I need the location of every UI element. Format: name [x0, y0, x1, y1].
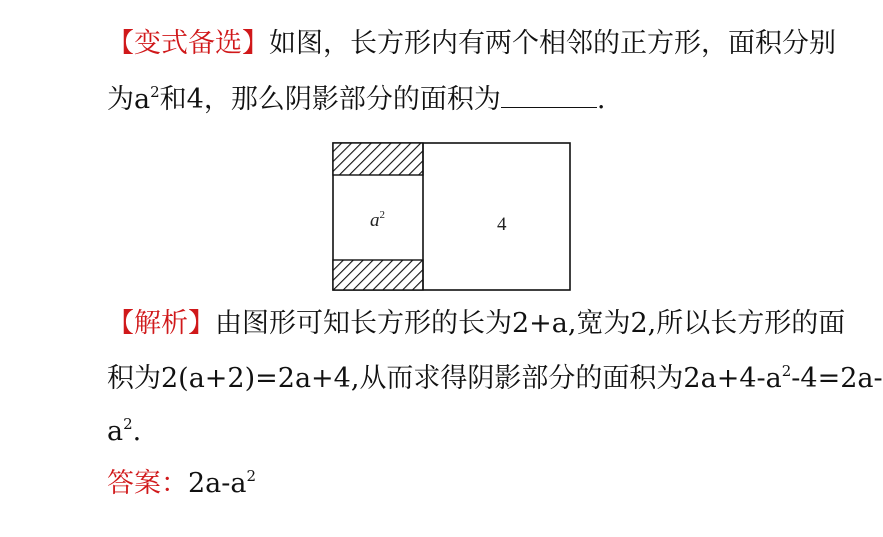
right-square-label: 4	[497, 214, 507, 235]
solution-line-2	[107, 362, 883, 396]
problem-text-2a: 为a	[107, 84, 151, 115]
solution-tag: 【解析】	[107, 308, 215, 339]
answer-line	[107, 467, 256, 501]
solution-line-3	[107, 415, 141, 449]
left-square-label: $a^2$	[370, 209, 385, 231]
solution-text-3b: .	[132, 416, 142, 447]
solution-text-2a: 积为2(a+2)=2a+4,从而求得阴影部分的面积为2a+4-a	[107, 363, 782, 394]
answer-superscript: 2	[246, 467, 257, 485]
solution-superscript-1: 2	[781, 362, 792, 380]
problem-text-1: 如图，长方形内有两个相邻的正方形，面积分别	[269, 28, 836, 59]
problem-line-1	[107, 27, 836, 61]
solution-superscript-2: 2	[123, 415, 133, 433]
problem-line-2	[107, 83, 605, 117]
problem-superscript: 2	[150, 83, 160, 101]
solution-line-1	[107, 307, 845, 341]
shaded-region-bottom	[333, 260, 423, 290]
solution-text-3a: a	[107, 416, 124, 447]
solution-text-2b: -4=2a-	[791, 363, 883, 394]
problem-period: .	[596, 84, 606, 115]
shaded-region-top	[333, 143, 423, 175]
answer-value: 2a-a	[188, 468, 247, 499]
solution-text-1: 由图形可知长方形的长为2+a,宽为2,所以长方形的面	[215, 308, 846, 339]
answer-blank	[501, 85, 597, 108]
problem-text-2b: 和4，那么阴影部分的面积为	[159, 84, 501, 115]
problem-tag: 【变式备选】	[107, 28, 269, 59]
rectangle-figure	[332, 142, 572, 292]
answer-label: 答案：	[107, 468, 188, 499]
